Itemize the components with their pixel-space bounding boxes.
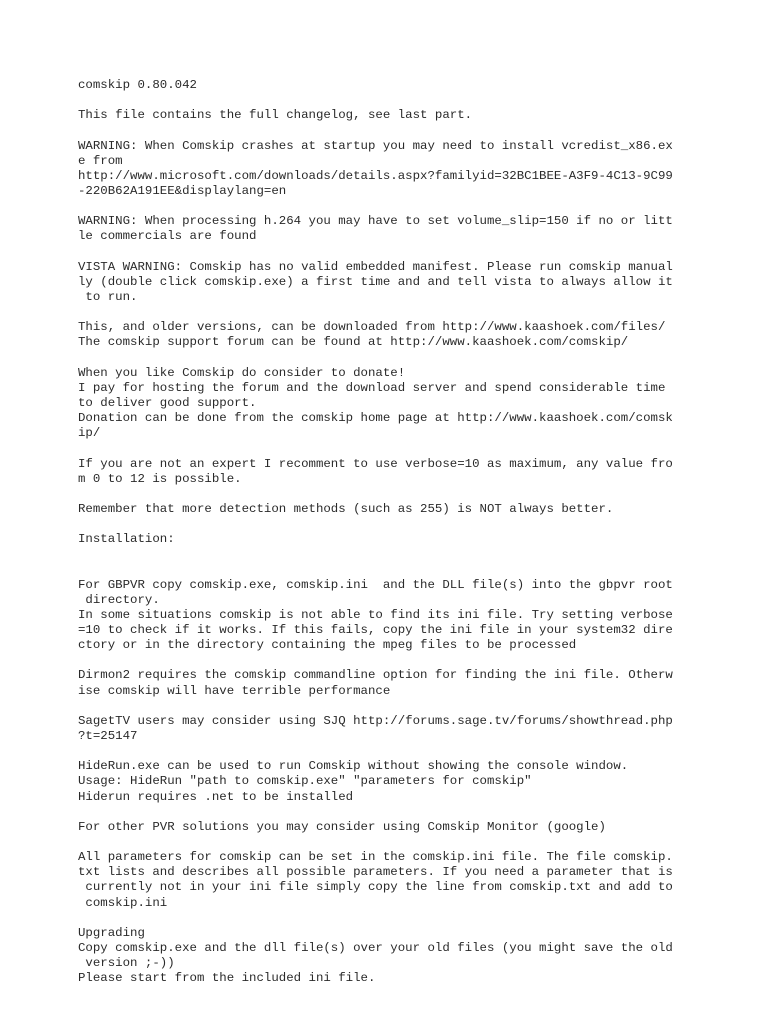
document-line: comskip.ini xyxy=(78,895,168,910)
document-line: Usage: HideRun "path to comskip.exe" "parameters for comskip" xyxy=(78,774,532,789)
document-line: Remember that more detection methods (such as 255) is NOT always better. xyxy=(78,501,614,516)
document-line: This, and older versions, can be downloaded from http://www.kaashoek.com/files/ xyxy=(78,320,666,335)
document-line: ?t=25147 xyxy=(78,729,138,744)
document-line: If you are not an expert I recomment to use verbose=10 as maximum, any value fro xyxy=(78,456,673,471)
document-line xyxy=(78,563,698,578)
document-line: ip/ xyxy=(78,426,101,441)
document-line: Dirmon2 requires the comskip commandline option for finding the ini file. Otherw xyxy=(78,668,673,683)
document-line: VISTA WARNING: Comskip has no valid embedded manifest. Please run comskip manual xyxy=(78,259,673,274)
document-line xyxy=(78,547,698,562)
document-line xyxy=(78,123,698,138)
document-line: version ;-)) xyxy=(78,956,175,971)
document-line: This file contains the full changelog, see last part. xyxy=(78,108,473,123)
document-line: Installation: xyxy=(78,532,175,547)
document-line: to deliver good support. xyxy=(78,395,257,410)
document-line: comskip 0.80.042 xyxy=(78,78,197,92)
document-line xyxy=(78,699,698,714)
document-line: HideRun.exe can be used to run Comskip without showing the console window. xyxy=(78,759,629,774)
document-line xyxy=(78,653,698,668)
document-line: ise comskip will have terrible performance xyxy=(78,683,391,698)
document-line: WARNING: When processing h.264 you may have to set volume_slip=150 if no or litt xyxy=(78,214,673,229)
document-line: ctory or in the directory containing the mpeg files to be processed xyxy=(78,638,577,653)
document-line xyxy=(78,351,698,366)
document-line: le commercials are found xyxy=(78,229,257,244)
document-line: m 0 to 12 is possible. xyxy=(78,471,242,486)
document-line: Upgrading xyxy=(78,925,145,940)
document-line xyxy=(78,517,698,532)
document-line xyxy=(78,199,698,214)
document-line xyxy=(78,441,698,456)
document-line: to run. xyxy=(78,289,138,304)
document-line: When you like Comskip do consider to donate! xyxy=(78,365,406,380)
document-line: txt lists and describes all possible parameters. If you need a parameter that is xyxy=(78,865,673,880)
document-line: The comskip support forum can be found at http://www.kaashoek.com/comskip/ xyxy=(78,335,629,350)
document-line: WARNING: When Comskip crashes at startup you may need to install vcredist_x86.ex xyxy=(78,138,673,153)
document-line: currently not in your ini file simply copy the line from comskip.txt and add to xyxy=(78,880,673,895)
document-line: All parameters for comskip can be set in the comskip.ini file. The file comskip. xyxy=(78,850,673,865)
document-line: -220B62A191EE&displaylang=en xyxy=(78,183,287,198)
document-line: For GBPVR copy comskip.exe, comskip.ini and the DLL file(s) into the gbpvr root xyxy=(78,577,673,592)
document-line: I pay for hosting the forum and the download server and spend considerable time xyxy=(78,380,666,395)
document-line: e from xyxy=(78,153,123,168)
document-line xyxy=(78,305,698,320)
document-line: In some situations comskip is not able to find its ini file. Try setting verbose xyxy=(78,607,673,622)
document-line xyxy=(78,805,698,820)
document-line: Please start from the included ini file. xyxy=(78,971,376,986)
document-line: http://www.microsoft.com/downloads/details.aspx?familyid=32BC1BEE-A3F9-4C13-9C99 xyxy=(78,168,673,183)
document-line xyxy=(78,93,698,108)
document-line: ly (double click comskip.exe) a first time and and tell vista to always allow it xyxy=(78,274,673,289)
document-line xyxy=(78,245,698,260)
document-line: Hiderun requires .net to be installed xyxy=(78,789,354,804)
document-line xyxy=(78,835,698,850)
document-line: Copy comskip.exe and the dll file(s) over your old files (you might save the old xyxy=(78,941,673,956)
document-line: directory. xyxy=(78,592,160,607)
document-line xyxy=(78,911,698,926)
changelog-text xyxy=(78,78,698,986)
document-line: For other PVR solutions you may consider using Comskip Monitor (google) xyxy=(78,819,606,834)
document-line: =10 to check if it works. If this fails, copy the ini file in your system32 dire xyxy=(78,623,673,638)
document-line xyxy=(78,744,698,759)
document-line xyxy=(78,487,698,502)
document-line: Donation can be done from the comskip home page at http://www.kaashoek.com/comsk xyxy=(78,411,673,426)
document-line: SagetTV users may consider using SJQ http://forums.sage.tv/forums/showthread.php xyxy=(78,713,673,728)
